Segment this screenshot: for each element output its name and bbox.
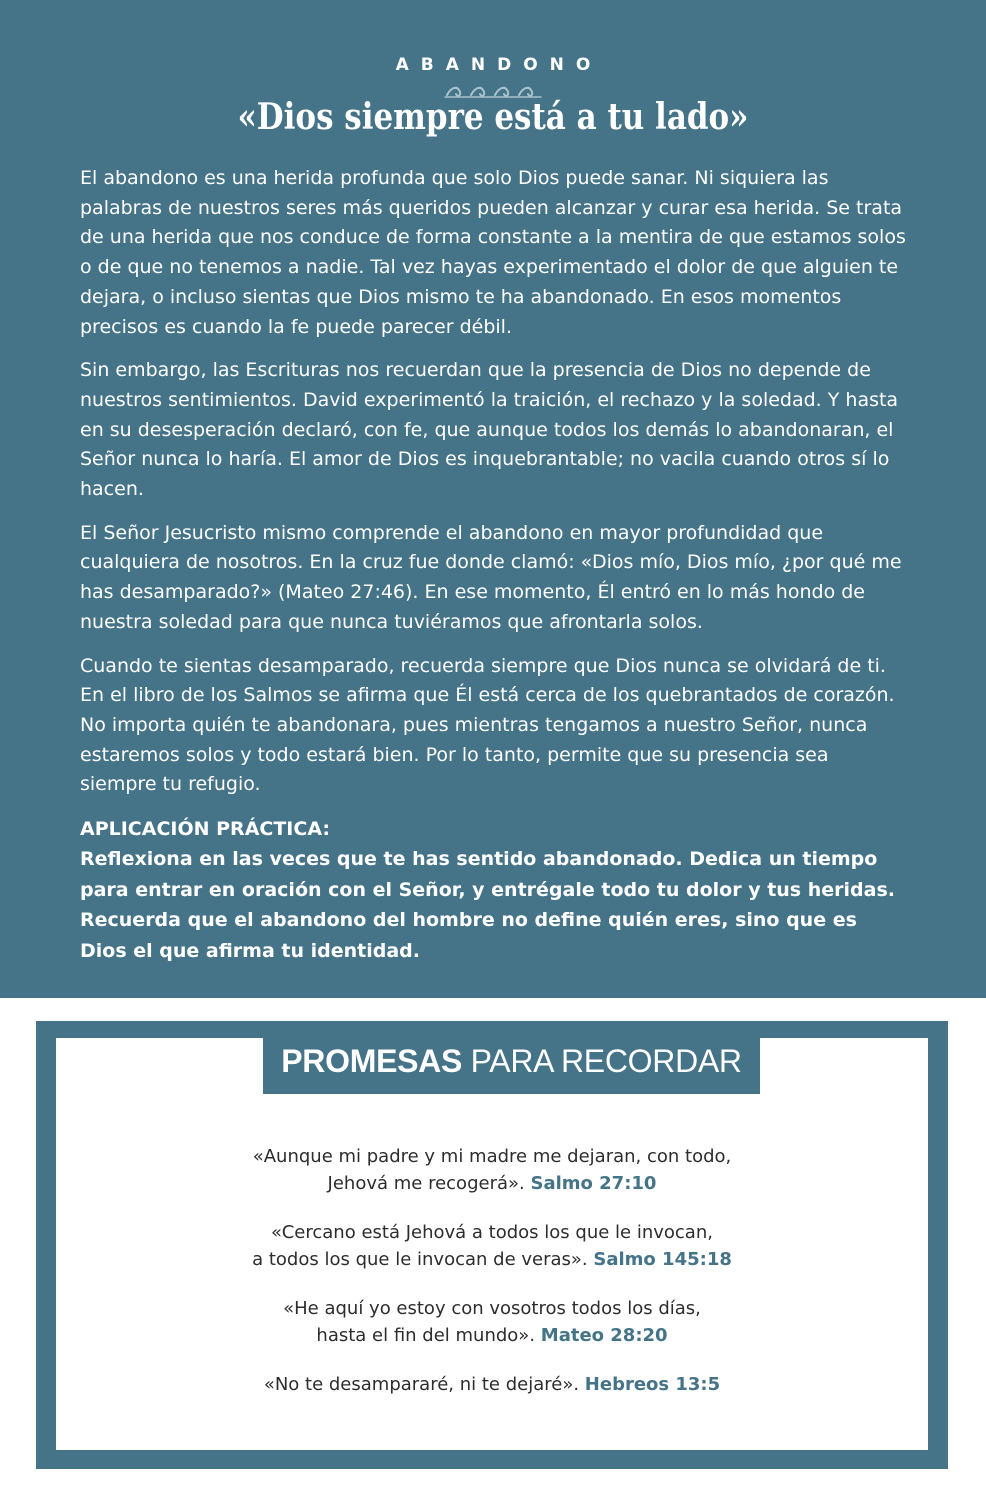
body-paragraph: El abandono es una herida profunda que solo Dios puede sanar. Ni siquiera las palabras de nuestros seres más queridos pueden alcanzar y curar esa herida. Se trata de una herida que nos conduce de forma constante a la mentira de que estamos solos o de que no tenemos a nadie. Tal vez hayas experimentado el dolor de que alguien te dejara, o incluso sientas que Dios mismo te ha abandonado. En esos momentos precisos es cuando la fe puede parecer débil. [80, 167, 906, 338]
promise-line [56, 1170, 928, 1197]
promise-line: «Cercano está Jehová a todos los que le invocan, [271, 1222, 713, 1243]
promise-item [56, 1371, 928, 1398]
body-paragraph: El Señor Jesucristo mismo comprende el abandono en mayor profundidad que cualquiera de nosotros. En la cruz fue donde clamó: «Dios mío, Dios mío, ¿por qué me has desamparado?» (Mateo 27:46). En ese momento, Él entró en lo más hondo de nuestra soledad para que nunca tuviéramos que afrontarla solos. [80, 521, 902, 633]
promises-box [36, 1021, 948, 1469]
body-paragraph: Cuando te sientas desamparado, recuerda siempre que Dios nunca se olvidará de ti. En el libro de los Salmos se afirma que Él está cerca de los quebrantados de corazón. No importa quién te abandonara, pues mientras tengamos a nuestro Señor, nunca estaremos solos y todo estará bien. Por lo tanto, permite que su presencia sea siempre tu refugio. [80, 654, 895, 796]
promises-banner [263, 1038, 760, 1094]
promise-item [56, 1295, 928, 1349]
banner-rest-text: PARA RECORDAR [470, 1043, 742, 1079]
promise-line [56, 1246, 928, 1273]
promise-line: «Aunque mi padre y mi madre me dejaran, con todo, [252, 1146, 732, 1167]
section-eyebrow: ABANDONO [395, 55, 603, 75]
devotional-title: «Dios siempre está a tu lado» [237, 96, 749, 138]
body-paragraph: Sin embargo, las Escrituras nos recuerdan que la presencia de Dios no depende de nuestros sentimientos. David experimentó la traición, el rechazo y la soledad. Y hasta en su desesperación declaró, con fe, que aunque todos los demás lo abandonaran, el Señor nunca lo haría. El amor de Dios es inquebrantable; no vacila cuando otros sí lo hacen. [80, 359, 899, 501]
promise-reference: Salmo 145:18 [593, 1249, 732, 1270]
promise-reference: Mateo 28:20 [540, 1325, 668, 1346]
promise-item [56, 1219, 928, 1273]
promise-line-text: hasta el fin del mundo». [316, 1325, 536, 1346]
promise-reference: Hebreos 13:5 [584, 1374, 721, 1395]
application-heading: APLICACIÓN PRÁCTICA: [80, 818, 330, 841]
promise-line-text: a todos los que le invocan de veras». [252, 1249, 588, 1270]
banner-strong-text: PROMESAS [281, 1043, 463, 1079]
promise-line-text: «No te desampararé, ni te dejaré». [263, 1374, 580, 1395]
promise-line: «He aquí yo estoy con vosotros todos los días, [283, 1298, 701, 1319]
devotional-body [80, 164, 910, 966]
promise-line [56, 1322, 928, 1349]
promise-line-text: Jehová me recogerá». [327, 1173, 525, 1194]
promise-line [56, 1371, 928, 1398]
promises-list [56, 1143, 928, 1420]
application-text: Reflexiona en las veces que te has sentido abandonado. Dedica un tiempo para entrar en oración con el Señor, y entrégale todo tu dolor y tus heridas. Recuerda que el abandono del hombre no define quién eres, sino que es Dios el que afirma tu identidad. [80, 848, 895, 962]
promises-content [56, 1038, 928, 1450]
promise-item [56, 1143, 928, 1197]
promise-reference: Salmo 27:10 [530, 1173, 657, 1194]
